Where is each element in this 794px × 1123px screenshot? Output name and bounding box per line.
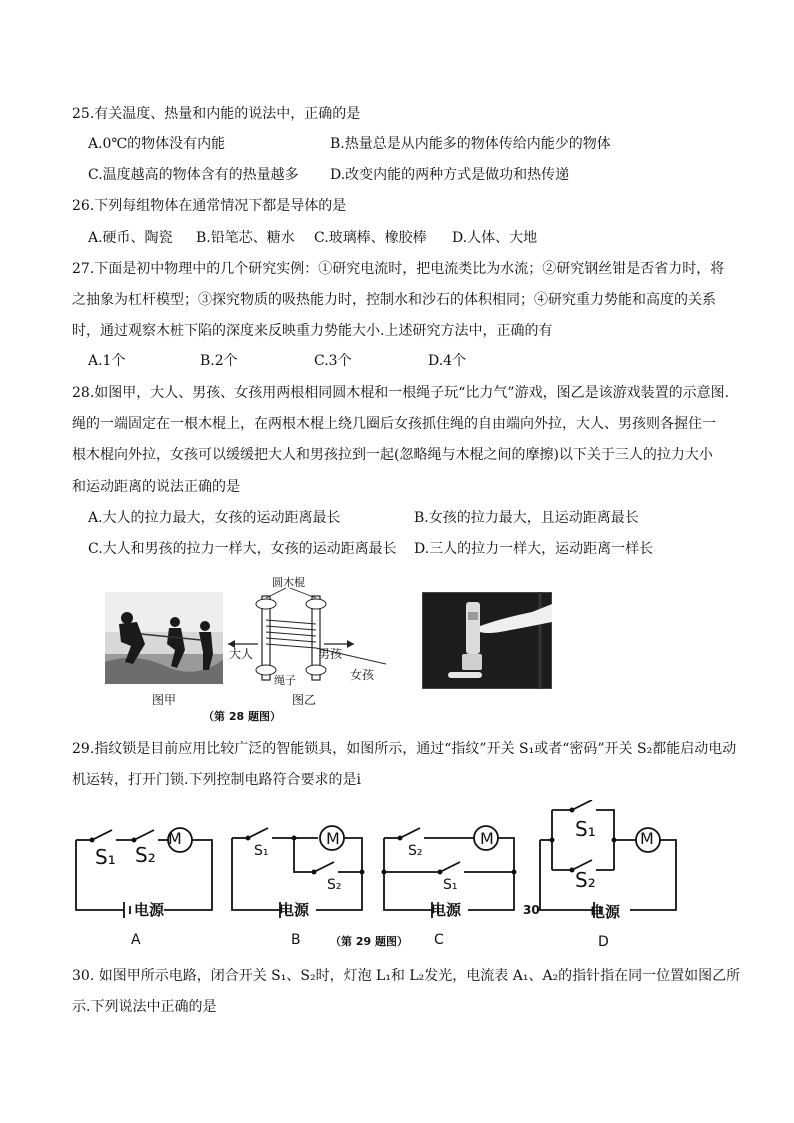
q28-option-b: B.女孩的拉力最大，且运动距离最长 bbox=[414, 510, 639, 526]
q25-option-a: A.0℃的物体没有内能 bbox=[88, 136, 226, 152]
circuit-c-option-label: C bbox=[434, 932, 444, 948]
fingerprint-lock-photo bbox=[422, 592, 552, 689]
figure-28-boy-label: 男孩 bbox=[318, 647, 343, 661]
q30-line-2: 示.下列说法中正确的是 bbox=[72, 999, 217, 1015]
q26-option-d: D.人体、大地 bbox=[452, 230, 538, 246]
circuit-d-s2-label: S₂ bbox=[575, 868, 596, 892]
q29-line-1: 29.指纹锁是目前应用比较广泛的智能锁具，如图所示，通过“指纹”开关 S₁或者“密码”开关 S₂都能启动电动 bbox=[72, 741, 737, 757]
figure-29-caption: （第 29 题图） bbox=[330, 935, 408, 948]
q25-option-c: C.温度越高的物体含有的热量越多 bbox=[88, 167, 299, 183]
figure-28-adult-label: 大人 bbox=[229, 647, 254, 661]
stray-page-number: 30 bbox=[523, 903, 540, 917]
q27-option-b: B.2个 bbox=[200, 353, 238, 369]
q27-line-1: 27.下面是初中物理中的几个研究实例：①研究电流时，把电流类比为水流；②研究钢丝钳是否省力时，将 bbox=[72, 261, 725, 277]
q27-line-2: 之抽象为杠杆模型；③探究物质的吸热能力时，控制水和沙石的体积相同；④研究重力势能和高度的关系 bbox=[72, 292, 716, 308]
figure-28-rope-label: 绳子 bbox=[274, 674, 296, 687]
q28-line-3: 根木棍向外拉，女孩可以缓缓把大人和男孩拉到一起(忽略绳与木棍之间的摩擦)以下关于三人的拉力大小 bbox=[72, 447, 713, 463]
circuit-c-power-label: 电源 bbox=[431, 901, 462, 919]
q28-option-a: A.大人的拉力最大，女孩的运动距离最长 bbox=[88, 510, 341, 526]
q26-option-a: A.硬币、陶瓷 bbox=[88, 230, 173, 246]
circuit-d-option-label: D bbox=[598, 934, 609, 950]
circuit-d-motor-label: M bbox=[640, 829, 654, 848]
q28-line-4: 和运动距离的说法正确的是 bbox=[72, 479, 240, 495]
q30-line-1: 30. 如图甲所示电路，闭合开关 S₁、S₂时，灯泡 L₁和 L₂发光，电流表 A₁、A₂的指针指在同一位置如图乙所 bbox=[72, 968, 741, 984]
circuit-b-s1-label: S₁ bbox=[254, 843, 269, 859]
circuit-c-motor-label: M bbox=[480, 829, 494, 848]
q25-stem: 25.有关温度、热量和内能的说法中，正确的是 bbox=[72, 106, 361, 122]
q27-line-3: 时，通过观察木桩下陷的深度来反映重力势能大小.上述研究方法中，正确的有 bbox=[72, 323, 553, 339]
q26-option-b: B.铅笔芯、糖水 bbox=[196, 230, 295, 246]
q28-option-d: D.三人的拉力一样大，运动距离一样长 bbox=[414, 541, 654, 557]
circuit-a-s1-label: S₁ bbox=[95, 845, 116, 869]
q27-option-a: A.1个 bbox=[88, 353, 126, 369]
circuit-b-option-label: B bbox=[291, 932, 301, 948]
q27-option-c: C.3个 bbox=[314, 353, 352, 369]
circuit-a-power-label: 电源 bbox=[134, 901, 165, 919]
figure-28-girl-label: 女孩 bbox=[350, 668, 375, 682]
circuit-a-motor-label: M bbox=[168, 829, 182, 848]
circuit-b-motor-label: M bbox=[326, 829, 340, 848]
q28-line-2: 绳的一端固定在一根木棍上，在两根木棍上绕几圈后女孩抓住绳的自由端向外拉，大人、男孩则各握住一 bbox=[72, 416, 716, 432]
q28-option-c: C.大人和男孩的拉力一样大，女孩的运动距离最长 bbox=[88, 541, 397, 557]
q25-option-d: D.改变内能的两种方式是做功和热传递 bbox=[330, 167, 570, 183]
figure-28-rod-label: 圆木棍 bbox=[272, 576, 305, 589]
figure-28-caption: （第 28 题图） bbox=[203, 710, 281, 723]
circuit-a-s2-label: S₂ bbox=[135, 843, 156, 867]
figure-28-yi-label: 图乙 bbox=[292, 693, 317, 707]
q28-line-1: 28.如图甲，大人、男孩、女孩用两根相同圆木棍和一根绳子玩“比力气”游戏，图乙是该游戏装置的示意图. bbox=[72, 385, 730, 401]
circuit-b-s2-label: S₂ bbox=[327, 877, 342, 893]
q25-option-b: B.热量总是从内能多的物体传给内能少的物体 bbox=[330, 136, 611, 152]
circuit-d-power-label: 电源 bbox=[590, 903, 621, 921]
circuit-d-s1-label: S₁ bbox=[575, 817, 596, 841]
q26-stem: 26.下列每组物体在通常情况下都是导体的是 bbox=[72, 198, 347, 214]
circuit-c-s2-label: S₂ bbox=[408, 843, 423, 859]
q29-line-2: 机运转，打开门锁.下列控制电路符合要求的是i bbox=[72, 772, 361, 788]
figure-28-jia-label: 图甲 bbox=[152, 693, 177, 707]
figure-28-photo-jia bbox=[105, 592, 223, 684]
circuit-b-power-label: 电源 bbox=[279, 901, 310, 919]
circuit-a-option-label: A bbox=[131, 932, 141, 948]
q27-option-d: D.4个 bbox=[428, 353, 467, 369]
circuit-c-s1-label: S₁ bbox=[443, 877, 458, 893]
q26-option-c: C.玻璃棒、橡胶棒 bbox=[314, 230, 427, 246]
